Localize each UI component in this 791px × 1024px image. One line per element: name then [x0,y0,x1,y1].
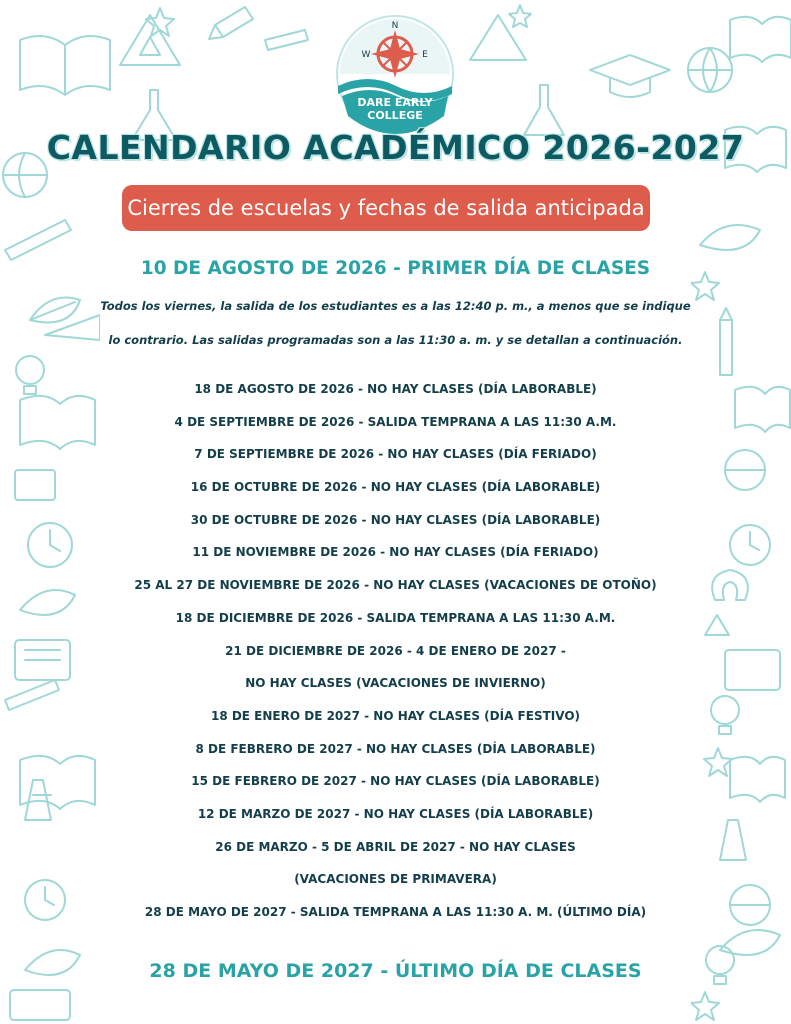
date-item: 18 DE AGOSTO DE 2026 - NO HAY CLASES (DÍA LABORABLE) [194,382,597,396]
last-day-heading: 28 DE MAYO DE 2027 - ÚLTIMO DÍA DE CLASES [149,960,642,982]
dare-early-college-logo [330,14,460,134]
logo-line1: DARE EARLY [357,96,433,109]
pencil-icon [5,220,71,260]
date-item: 25 AL 27 DE NOVIEMBRE DE 2026 - NO HAY CLASES (VACACIONES DE OTOÑO) [134,578,657,593]
note-line-1: Todos los viernes, la salida de los estudiantes es a las 12:40 p. m., a menos que se indique [100,299,691,313]
open-book-icon [20,36,110,95]
compass-west-label: W [361,50,371,60]
graduation-cap-icon [590,55,670,97]
date-item: 26 DE MARZO - 5 DE ABRIL DE 2027 - NO HAY CLASES [215,839,576,854]
date-item: NO HAY CLASES (VACACIONES DE INVIERNO) [245,676,546,691]
compass-north-label: N [391,21,399,31]
date-item: 16 DE OCTUBRE DE 2026 - NO HAY CLASES (DÍA LABORABLE) [190,480,601,495]
compass-east-label: E [422,50,428,60]
date-item: 8 DE FEBRERO DE 2027 - NO HAY CLASES (DÍA LABORABLE) [195,741,596,756]
subtitle-banner [122,185,650,231]
note-line-2: lo contrario. Las salidas programadas son a las 11:30 a. m. y se detallan a continuación. [108,333,683,347]
ruler-triangle-icon [470,15,526,60]
date-item: 7 DE SEPTIEMBRE DE 2026 - NO HAY CLASES (DÍA FERIADO) [194,447,597,462]
date-item: 12 DE MARZO DE 2027 - NO HAY CLASES (DÍA LABORABLE) [197,806,594,821]
pencil-icon [265,30,308,50]
notebook-icon [10,990,70,1020]
dates-list [0,376,791,932]
logo-line2: COLLEGE [367,109,423,122]
subtitle-text: Cierres de escuelas y fechas de salida anticipada [127,196,645,220]
date-item: 21 DE DICIEMBRE DE 2026 - 4 DE ENERO DE 2027 - [225,643,566,658]
globe-icon [688,48,732,92]
date-item: 18 DE ENERO DE 2027 - NO HAY CLASES (DÍA FESTIVO) [210,708,581,723]
date-item: 30 DE OCTUBRE DE 2026 - NO HAY CLASES (DÍA LABORABLE) [190,512,601,527]
date-item: 18 DE DICIEMBRE DE 2026 - SALIDA TEMPRANA A LAS 11:30 A.M. [175,610,616,625]
leaf-icon [720,930,780,955]
page-title: CALENDARIO ACADÉMICO 2026-2027 [46,128,745,167]
date-item: (VACACIONES DE PRIMAVERA) [294,872,497,887]
date-item: 15 DE FEBRERO DE 2027 - NO HAY CLASES (DÍA LABORABLE) [191,774,600,789]
date-item: 28 DE MAYO DE 2027 - SALIDA TEMPRANA A LAS 11:30 A. M. (ÚLTIMO DÍA) [144,905,647,919]
date-item: 11 DE NOVIEMBRE DE 2026 - NO HAY CLASES (DÍA FERIADO) [192,545,599,560]
star-icon [509,5,531,27]
first-day-heading: 10 DE AGOSTO DE 2026 - PRIMER DÍA DE CLASES [140,258,651,279]
leaf-icon [700,225,760,250]
date-item: 4 DE SEPTIEMBRE DE 2026 - SALIDA TEMPRANA A LAS 11:30 A.M. [174,414,617,429]
open-book-icon [730,17,791,62]
pencil-icon [209,7,253,39]
star-icon [691,992,719,1020]
